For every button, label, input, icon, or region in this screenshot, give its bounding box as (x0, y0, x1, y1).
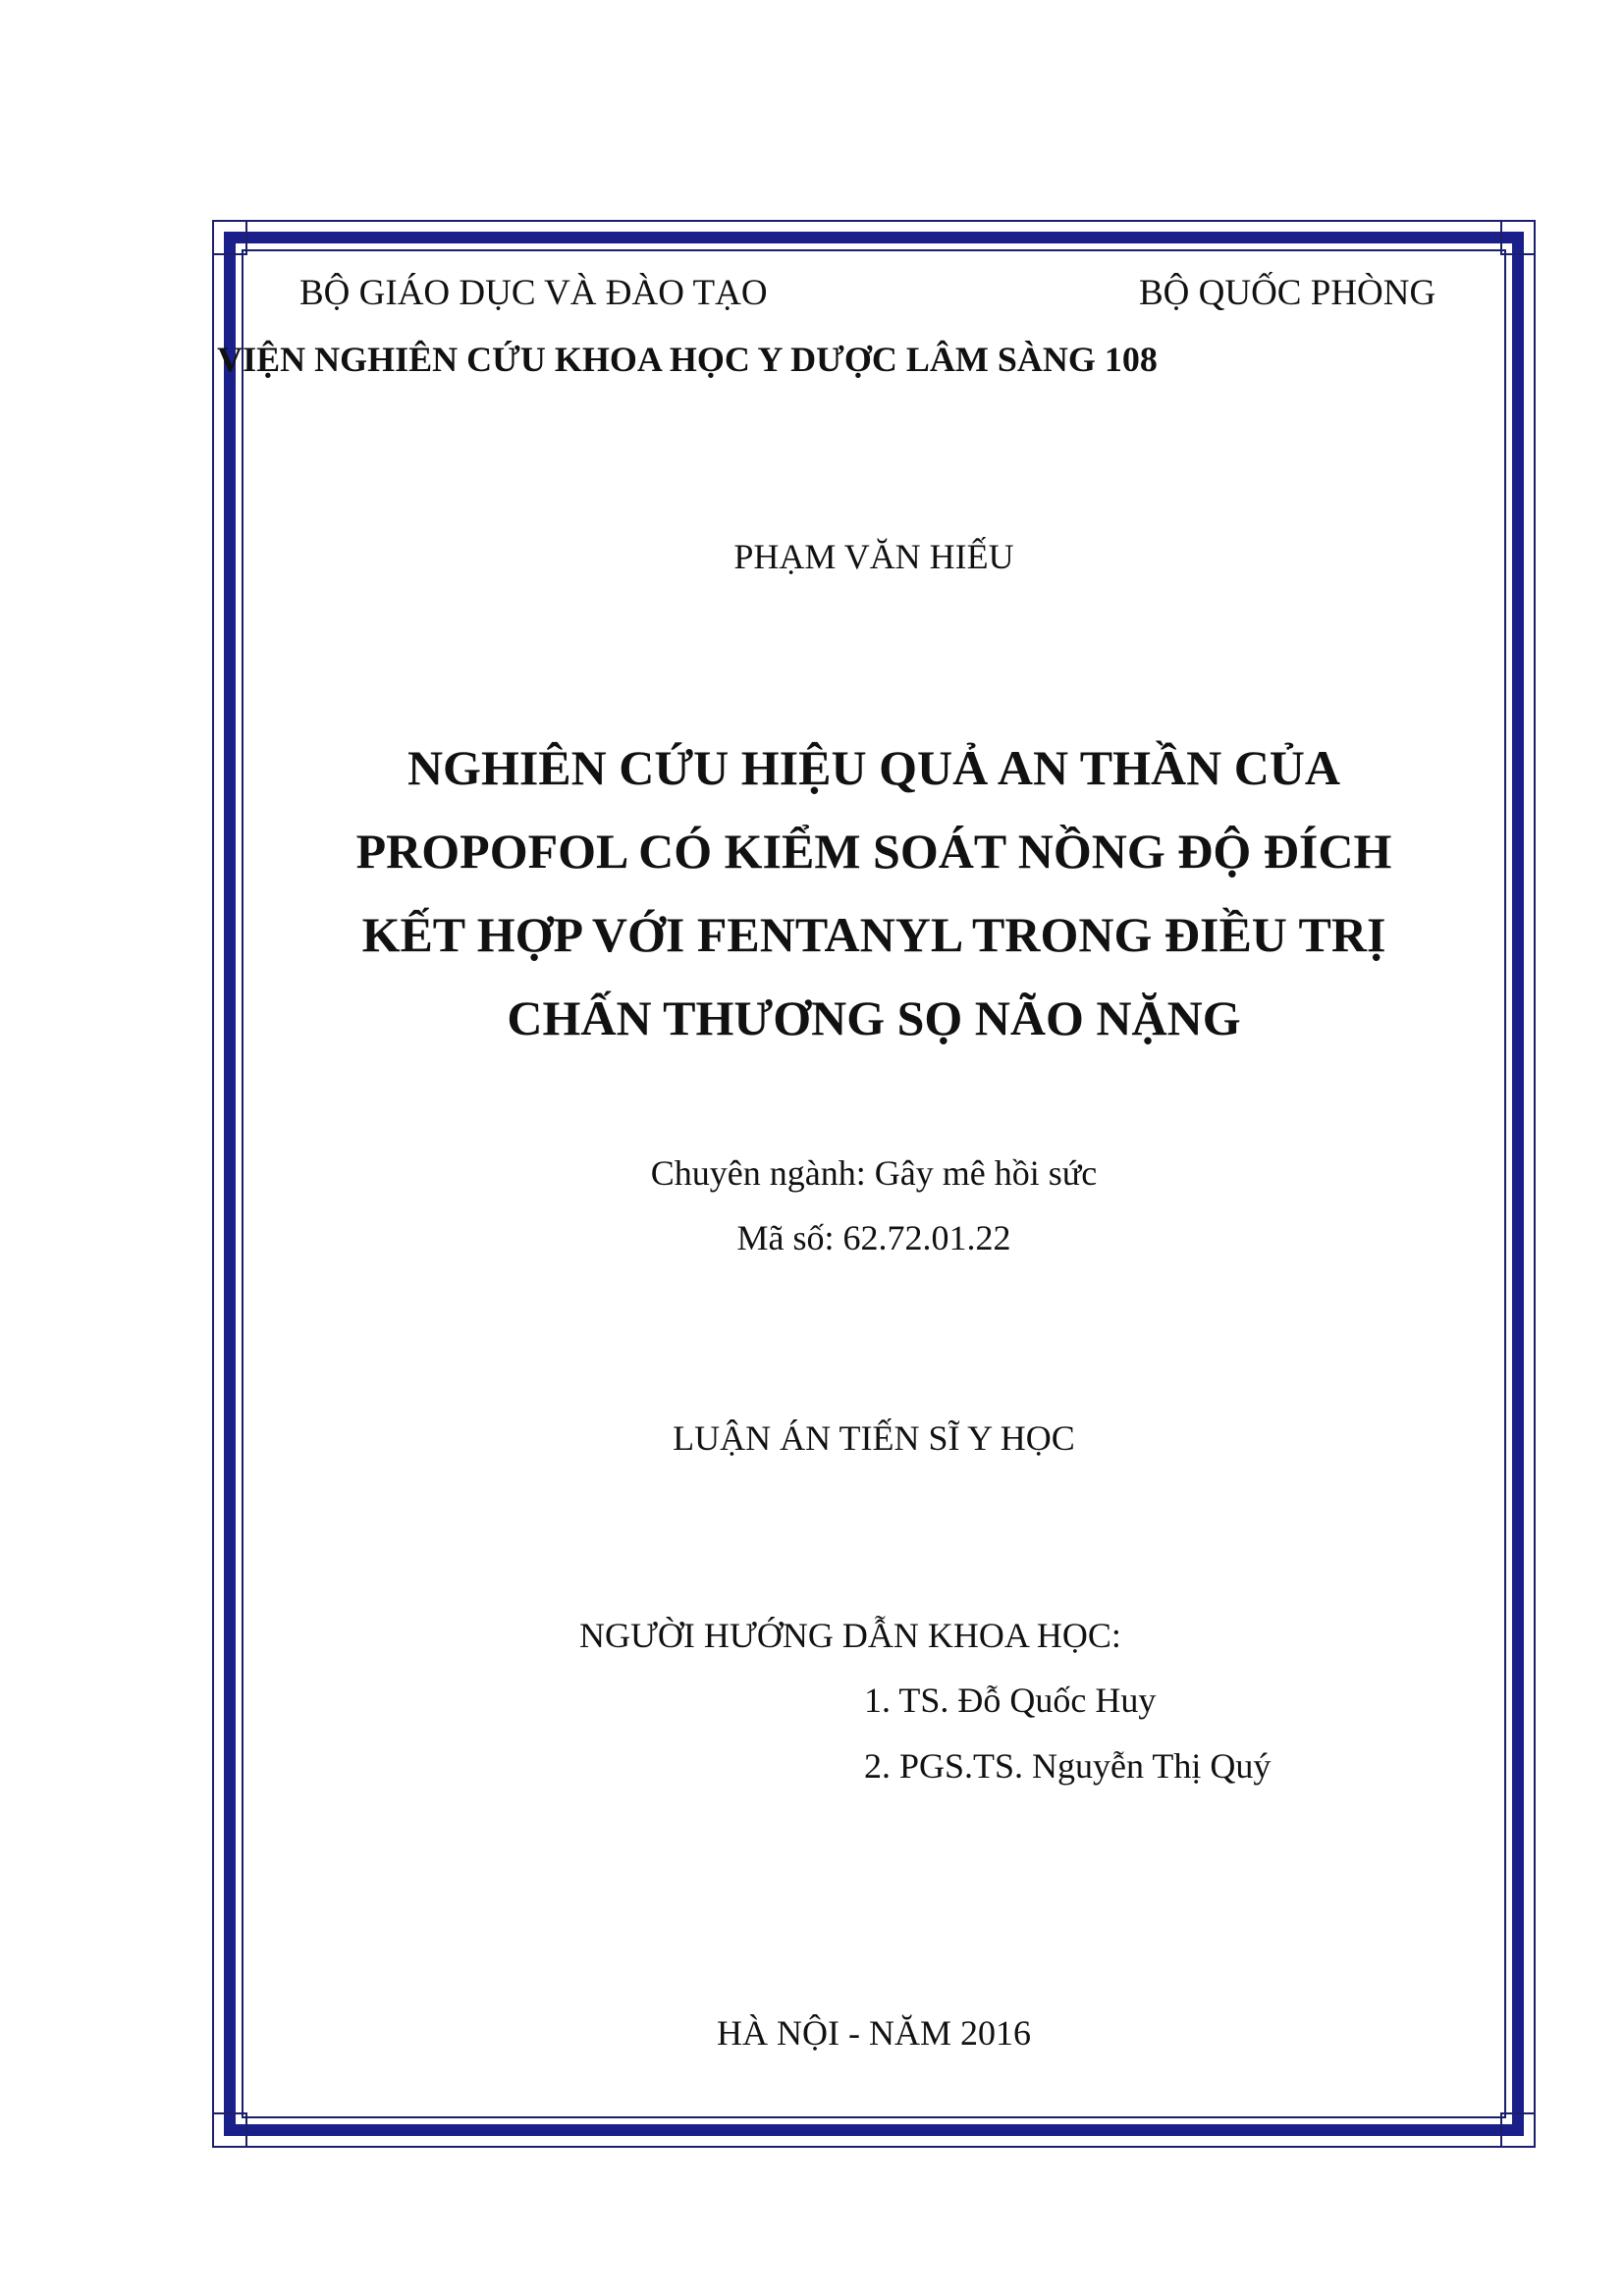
degree-type: LUẬN ÁN TIẾN SĨ Y HỌC (673, 1418, 1075, 1458)
author-name: PHẠM VĂN HIẾU (733, 537, 1014, 576)
ministry-education: BỘ GIÁO DỤC VÀ ĐÀO TẠO (299, 273, 768, 313)
thesis-title-line: PROPOFOL CÓ KIỂM SOÁT NỒNG ĐỘ ĐÍCH (355, 824, 1392, 879)
place-and-year: HÀ NỘI - NĂM 2016 (717, 2013, 1031, 2053)
supervisors-heading: NGƯỜI HƯỚNG DẪN KHOA HỌC: (579, 1616, 1121, 1655)
frame-corner-bottom-left (212, 2112, 247, 2148)
frame-corner-top-left (212, 220, 247, 255)
specialty: Chuyên ngành: Gây mê hồi sức (650, 1153, 1098, 1193)
institute-name: VIỆN NGHIÊN CỨU KHOA HỌC Y DƯỢC LÂM SÀNG 108 (217, 340, 1158, 379)
thesis-title-line: KẾT HỢP VỚI FENTANYL TRONG ĐIỀU TRỊ (361, 907, 1386, 962)
supervisor-item: 2. PGS.TS. Nguyễn Thị Quý (864, 1746, 1272, 1786)
thesis-title-line: NGHIÊN CỨU HIỆU QUẢ AN THẦN CỦA (406, 740, 1341, 795)
specialty-code: Mã số: 62.72.01.22 (736, 1218, 1011, 1257)
frame-corner-top-right (1500, 220, 1536, 255)
thesis-title-line: CHẤN THƯƠNG SỌ NÃO NẶNG (507, 990, 1241, 1045)
supervisor-item: 1. TS. Đỗ Quốc Huy (864, 1681, 1157, 1720)
frame-corner-bottom-right (1500, 2112, 1536, 2148)
ministry-defense: BỘ QUỐC PHÒNG (1139, 273, 1436, 313)
